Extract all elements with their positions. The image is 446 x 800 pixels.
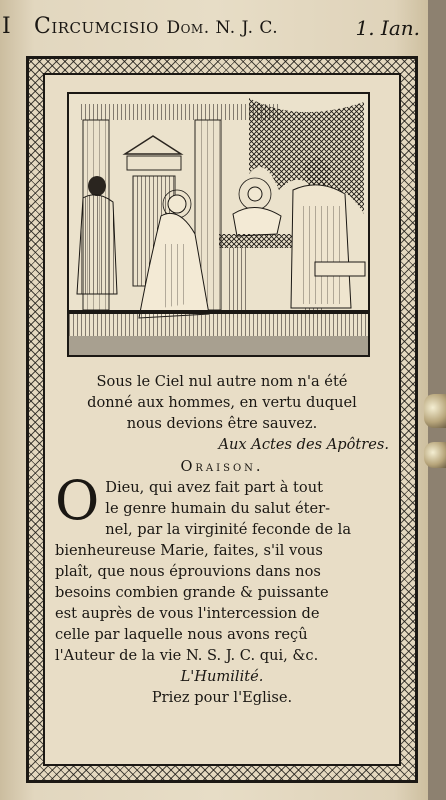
scripture-citation: Aux Actes des Apôtres. xyxy=(218,436,389,453)
feast-date: 1. Ian. xyxy=(355,16,420,40)
verse-line: donné aux hommes, en vertu duquel xyxy=(87,394,357,411)
prayer-line: le genre humain du salut éter- xyxy=(105,500,331,517)
page-marker: I xyxy=(2,14,11,39)
book-clasp-upper xyxy=(424,394,446,428)
closing-intention: Priez pour l'Eglise. xyxy=(151,689,293,706)
feast-title-main: Circumcisio xyxy=(34,14,159,39)
decorative-border xyxy=(26,56,418,783)
feast-title-sub: Dom. N. J. C. xyxy=(166,18,279,38)
engraving-illustration xyxy=(67,92,370,357)
virtue-label: L'Humilité. xyxy=(180,668,264,685)
book-clasp-lower xyxy=(424,442,446,468)
oraison-heading: Oraison. xyxy=(180,458,264,475)
prayer-line: Dieu, qui avez fait part à tout xyxy=(105,479,323,496)
prayer-line: bienheureuse Marie, faites, s'il vous xyxy=(55,542,323,559)
drop-cap: O xyxy=(55,469,100,532)
prayer-line: est auprès de vous l'intercession de xyxy=(55,605,320,622)
prayer-line: nel, par la virginité feconde de la xyxy=(105,521,352,538)
verse xyxy=(55,371,389,434)
devotional-text xyxy=(55,371,389,708)
verse-line: nous devions être sauvez. xyxy=(126,415,318,432)
prayer-text xyxy=(55,469,389,666)
prayer-line: l'Auteur de la vie N. S. J. C. qui, &c. xyxy=(55,647,319,664)
page-header xyxy=(0,12,428,46)
prayer-line: besoins combien grande & puissante xyxy=(55,584,329,601)
feast-title xyxy=(34,14,278,39)
verse-line: Sous le Ciel nul autre nom n'a été xyxy=(96,373,348,390)
engraving-image xyxy=(69,94,368,355)
prayer-line: plaît, que nous éprouvions dans nos xyxy=(55,563,321,580)
prayer-line: celle par laquelle nous avons reçû xyxy=(55,626,308,643)
text-panel xyxy=(43,73,401,766)
